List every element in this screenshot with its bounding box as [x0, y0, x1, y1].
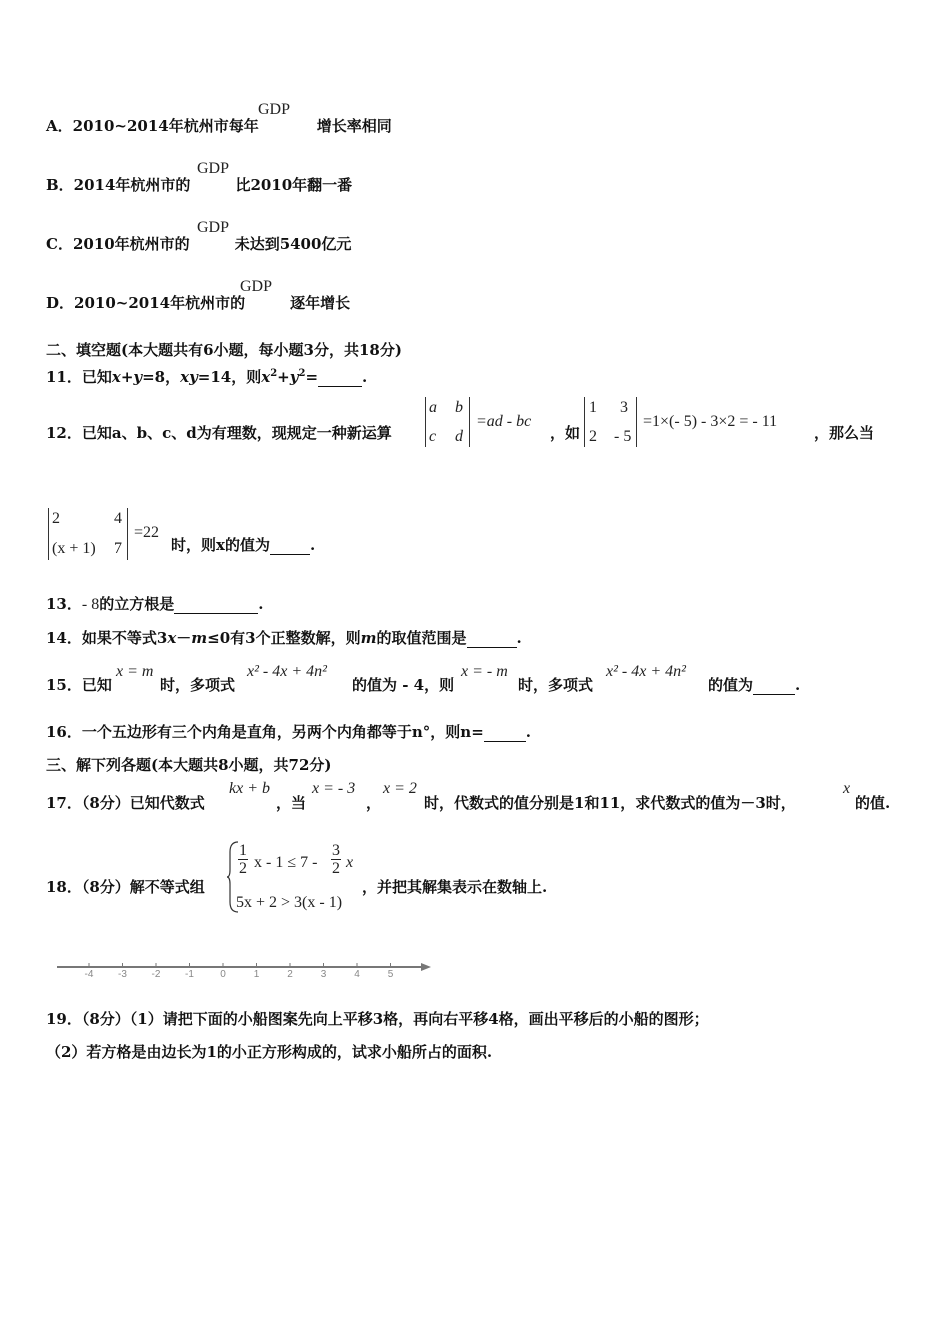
answer-blank-13[interactable] [174, 595, 258, 614]
answer-blank-14[interactable] [467, 629, 517, 648]
question-14: 14．如果不等式3x－m≤0有3个正整数解，则m的取值范围是 . [46, 629, 522, 647]
axis-tick-label: 2 [287, 969, 293, 980]
section-3-heading: 三、解下列各题(本大题共8小题，共72分) [46, 756, 332, 774]
det-definition: =ad - bc [476, 413, 532, 430]
question-19-part2: （2）若方格是由边长为1的小正方形构成的，试求小船所占的面积. [46, 1043, 493, 1061]
option-b [46, 176, 352, 194]
option-d-post: 逐年增长 [290, 294, 351, 312]
option-b-post: 比2010年翻一番 [235, 176, 353, 194]
option-c-post: 未达到5400亿元 [234, 235, 352, 253]
answer-blank-16[interactable] [484, 723, 526, 742]
question-11: 11．已知x+y=8，xy=14，则$x^2+y^2=$ . [46, 368, 368, 386]
axis-tick-label: 0 [220, 969, 226, 980]
question-12-tail: 时，则x的值为 . [171, 536, 316, 554]
option-d [46, 294, 350, 312]
option-a [46, 117, 392, 135]
question-13: 13．- 8的立方根是 . [46, 595, 264, 613]
answer-blank-12[interactable] [270, 536, 310, 555]
det-bar-right [469, 397, 470, 447]
answer-blank-11[interactable] [318, 368, 362, 387]
option-a-text: A．2010~2014年杭州市每年 [46, 117, 259, 135]
option-b-text: B．2014年杭州市的 [46, 176, 191, 194]
question-19-part1: 19．（8分）（1）请把下面的小船图案先向上平移3格，再向右平移4格，画出平移后的小船的图形； [46, 1010, 709, 1028]
option-c-text: C．2010年杭州市的 [46, 235, 190, 253]
question-16: 16．一个五边形有三个内角是直角，另两个内角都等于n°，则n= . [46, 723, 531, 741]
question-15: 15．已知 [46, 676, 112, 694]
det-example-calc: =1×(- 5) - 3×2 = - 11 [643, 413, 778, 430]
axis-tick-label: -4 [84, 969, 94, 980]
axis-tick-label: -2 [151, 969, 161, 980]
axis-tick-label: 1 [253, 969, 260, 980]
axis-tick-label: 3 [320, 969, 327, 980]
question-12-text: 12．已知a、b、c、d为有理数，现规定一种新运算 [46, 424, 392, 442]
question-18: 18．（8分）解不等式组 [46, 878, 205, 896]
axis-tick-label: -1 [185, 969, 194, 980]
option-a-post: 增长率相同 [316, 117, 392, 135]
gdp-label-d: GDP [240, 278, 273, 295]
gdp-label-b: GDP [197, 160, 230, 177]
option-d-text: D．2010~2014年杭州市的 [46, 294, 246, 312]
axis-tick-label: 4 [354, 969, 360, 980]
answer-blank-15[interactable] [753, 676, 795, 695]
section-2-heading: 二、填空题(本大题共有6小题，每小题3分，共18分) [46, 341, 402, 359]
det-bar-left [425, 397, 426, 447]
question-17: 17．（8分）已知代数式 [46, 794, 205, 812]
gdp-label-c: GDP [197, 219, 230, 236]
gdp-label-a: GDP [258, 101, 291, 118]
axis-tick-label: 5 [387, 969, 394, 980]
number-line[interactable] [55, 958, 435, 980]
axis-tick-label: -3 [118, 969, 127, 980]
option-c [46, 235, 351, 253]
